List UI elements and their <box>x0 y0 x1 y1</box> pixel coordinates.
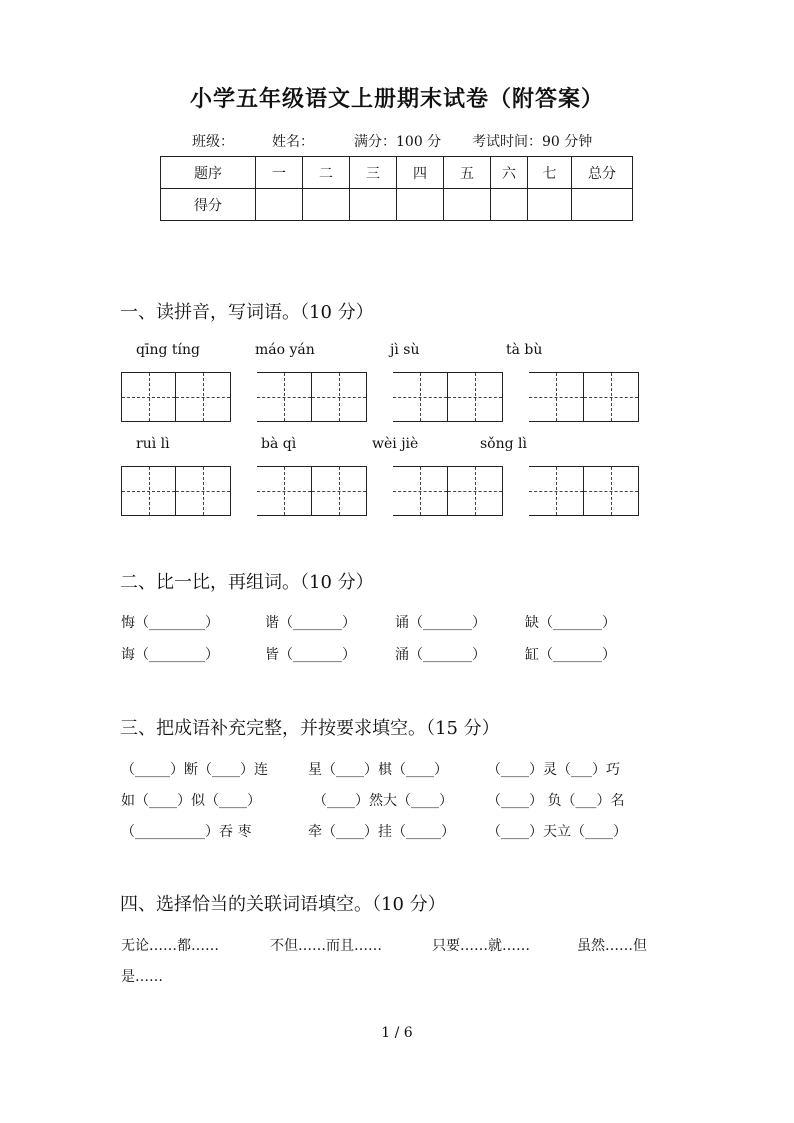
writing-grid-box[interactable] <box>176 372 231 422</box>
idiom-item[interactable]: （____） 负（___）名 <box>487 793 625 809</box>
idiom-item[interactable]: （____）天立（____） <box>487 824 627 840</box>
pinyin-label: tà bù <box>506 342 543 358</box>
pinyin-label: jì sù <box>390 342 420 358</box>
compare-item[interactable]: 缸（_______） <box>525 647 616 663</box>
score-header-cell: 总分 <box>572 157 633 189</box>
writing-grid-box[interactable] <box>584 372 639 422</box>
conjunction-option: 虽然……但 <box>577 938 647 954</box>
writing-grid-box[interactable] <box>312 372 367 422</box>
writing-grid-box[interactable] <box>529 372 584 422</box>
writing-grid-box[interactable] <box>121 466 176 516</box>
score-header-cell: 题序 <box>161 157 256 189</box>
writing-grid-box[interactable] <box>393 466 448 516</box>
writing-grid-box[interactable] <box>257 372 312 422</box>
compare-item[interactable]: 诵（_______） <box>395 615 486 631</box>
score-input-cell[interactable] <box>444 189 491 221</box>
writing-grid-box[interactable] <box>176 466 231 516</box>
compare-item[interactable]: 涌（_______） <box>395 647 486 663</box>
score-header-cell: 三 <box>350 157 397 189</box>
score-input-cell[interactable] <box>256 189 303 221</box>
writing-grid-box[interactable] <box>393 372 448 422</box>
compare-item[interactable]: 悔（________） <box>121 615 219 631</box>
section-3-title: 三、把成语补充完整，并按要求填空。（15 分） <box>120 718 500 739</box>
pinyin-label: sǒng lì <box>480 436 527 452</box>
page-number: 1 / 6 <box>381 1025 413 1041</box>
score-input-cell[interactable] <box>350 189 397 221</box>
writing-grid-box[interactable] <box>312 466 367 516</box>
pinyin-label: ruì lì <box>136 436 170 452</box>
idiom-item[interactable]: （____）然大（____） <box>313 793 453 809</box>
compare-item[interactable]: 皆（_______） <box>265 647 356 663</box>
score-table-row <box>161 189 633 221</box>
idiom-item[interactable]: 星（____）棋（____） <box>308 762 448 778</box>
pinyin-label: bà qì <box>261 436 297 452</box>
compare-item[interactable]: 缺（_______） <box>525 615 616 631</box>
idiom-item[interactable]: （____）灵（___）巧 <box>487 762 620 778</box>
score-row-label: 得分 <box>161 189 256 221</box>
pinyin-label: máo yán <box>255 342 315 358</box>
score-header-cell: 五 <box>444 157 491 189</box>
idiom-item[interactable]: （__________）吞 枣 <box>121 824 252 840</box>
score-header-cell: 六 <box>491 157 528 189</box>
score-header-cell: 二 <box>303 157 350 189</box>
pinyin-label: wèi jiè <box>372 436 419 452</box>
writing-grid-box[interactable] <box>584 466 639 516</box>
section-2-title: 二、比一比，再组词。（10 分） <box>120 572 374 593</box>
score-header-cell: 七 <box>528 157 572 189</box>
score-input-cell[interactable] <box>303 189 350 221</box>
section-4-title: 四、选择恰当的关联词语填空。（10 分） <box>120 894 446 915</box>
writing-grid-box[interactable] <box>448 372 503 422</box>
compare-item[interactable]: 谐（_______） <box>265 615 356 631</box>
writing-grid-box[interactable] <box>121 372 176 422</box>
conjunction-option: 不但……而且…… <box>270 938 382 954</box>
idiom-item[interactable]: 如（____）似（____） <box>121 793 261 809</box>
score-table <box>160 156 633 221</box>
conjunction-option: 无论……都…… <box>121 938 219 954</box>
writing-grid-box[interactable] <box>448 466 503 516</box>
score-input-cell[interactable] <box>397 189 444 221</box>
exam-time: 考试时间：90 分钟 <box>472 134 593 150</box>
page-title: 小学五年级语文上册期末试卷（附答案） <box>189 86 604 112</box>
score-table-header-row <box>161 157 633 189</box>
score-input-cell[interactable] <box>572 189 633 221</box>
idiom-item[interactable]: （_____）断（____）连 <box>121 762 268 778</box>
score-header-cell: 一 <box>256 157 303 189</box>
pinyin-label: qīng tíng <box>136 342 200 358</box>
score-header-cell: 四 <box>397 157 444 189</box>
writing-grid-box[interactable] <box>529 466 584 516</box>
conjunction-option-continued: 是…… <box>121 969 163 985</box>
class-label: 班级： <box>192 134 234 150</box>
compare-item[interactable]: 诲（________） <box>121 647 219 663</box>
idiom-item[interactable]: 牵（____）挂（_____） <box>308 824 455 840</box>
score-input-cell[interactable] <box>528 189 572 221</box>
full-score: 满分：100 分 <box>354 134 442 150</box>
conjunction-option: 只要……就…… <box>432 938 530 954</box>
writing-grid-box[interactable] <box>257 466 312 516</box>
score-input-cell[interactable] <box>491 189 528 221</box>
section-1-title: 一、读拼音，写词语。（10 分） <box>120 302 374 323</box>
name-label: 姓名： <box>272 134 314 150</box>
